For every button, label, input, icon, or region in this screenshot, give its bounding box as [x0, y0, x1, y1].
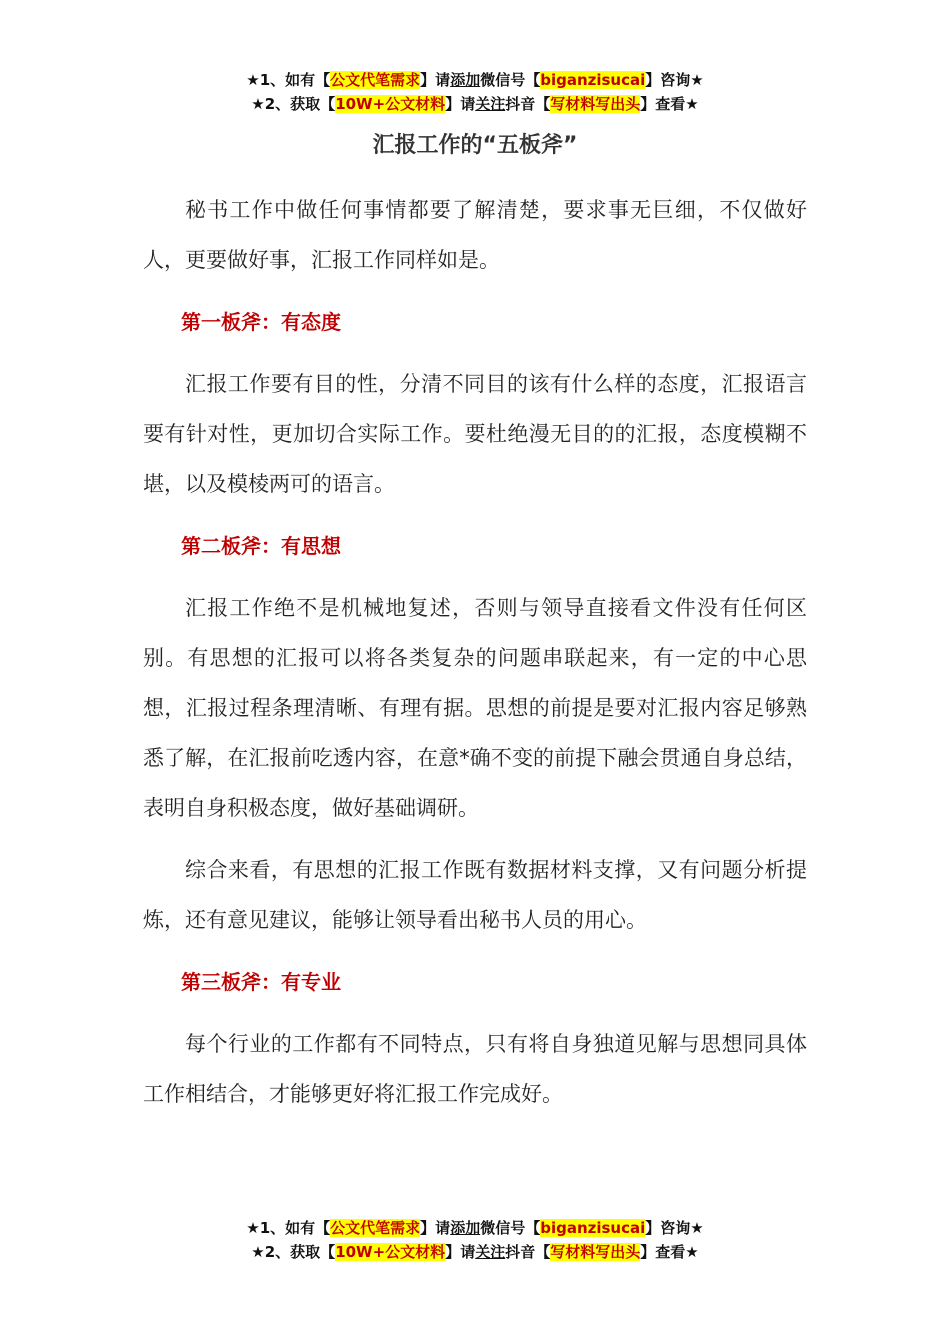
banner-emphasis: 添加 [450, 1219, 481, 1237]
banner-text: 抖音【 [505, 1243, 551, 1261]
banner-text: 】咨询★ [645, 1219, 704, 1237]
banner-text: 微信号【 [480, 1219, 541, 1237]
section-2-paragraph-2: 综合来看，有思想的汇报工作既有数据材料支撑，又有问题分析提炼，还有意见建议，能够让领导看出秘书人员的用心。 [143, 858, 807, 932]
section-3-heading: 第三板斧：有专业 [181, 970, 341, 994]
wechat-id-highlight: biganzisucai [540, 71, 646, 89]
banner-emphasis: 添加 [450, 71, 481, 89]
document-title: 汇报工作的“五板斧” [372, 133, 578, 158]
banner-text: 】请 [445, 95, 476, 113]
section-2-paragraph-1: 汇报工作绝不是机械地复述，否则与领导直接看文件没有任何区别。有思想的汇报可以将各类复杂的问题串联起来，有一定的中心思想，汇报过程条理清晰、有理有据。思想的前提是要对汇报内容足够熟悉了解，在汇报前吃透内容，在意*确不变的前提下融会贯通自身总结，表明自身积极态度，做好基础调研。 [143, 596, 807, 820]
banner-highlight: 公文代笔需求 [330, 71, 421, 89]
section-1-paragraph: 汇报工作要有目的性，分清不同目的该有什么样的态度，汇报语言要有针对性，更加切合实际工作。要杜绝漫无目的的汇报，态度模糊不堪，以及模棱两可的语言。 [143, 372, 807, 496]
banner-text: 】请 [420, 1219, 451, 1237]
douyin-id-highlight: 写材料写出头 [550, 95, 641, 113]
banner-text: 】咨询★ [645, 71, 704, 89]
banner-line-2 [0, 1240, 950, 1264]
section-3-paragraph: 每个行业的工作都有不同特点，只有将自身独道见解与思想同具体工作相结合，才能够更好将汇报工作完成好。 [143, 1032, 807, 1106]
wechat-id-highlight: biganzisucai [540, 1219, 646, 1237]
document-body [143, 185, 807, 1131]
top-banner [0, 68, 950, 116]
banner-text: ★1、如有【 [246, 71, 331, 89]
banner-line-1 [0, 1216, 950, 1240]
banner-line-2 [0, 92, 950, 116]
banner-text: 微信号【 [480, 71, 541, 89]
banner-text: 】查看★ [640, 1243, 699, 1261]
intro-paragraph: 秘书工作中做任何事情都要了解清楚，要求事无巨细，不仅做好人，更要做好事，汇报工作同样如是。 [143, 198, 807, 272]
banner-highlight: 公文代笔需求 [330, 1219, 421, 1237]
banner-line-1 [0, 68, 950, 92]
banner-text: ★2、获取【 [251, 1243, 336, 1261]
banner-text: 抖音【 [505, 95, 551, 113]
banner-text: ★1、如有【 [246, 1219, 331, 1237]
banner-highlight: 10W+公文材料 [335, 1243, 446, 1261]
banner-text: 】请 [445, 1243, 476, 1261]
banner-text: 】查看★ [640, 95, 699, 113]
banner-emphasis: 关注 [475, 95, 506, 113]
banner-text: 】请 [420, 71, 451, 89]
banner-highlight: 10W+公文材料 [335, 95, 446, 113]
section-1-heading: 第一板斧：有态度 [181, 310, 341, 334]
banner-text: ★2、获取【 [251, 95, 336, 113]
douyin-id-highlight: 写材料写出头 [550, 1243, 641, 1261]
bottom-banner [0, 1216, 950, 1264]
banner-emphasis: 关注 [475, 1243, 506, 1261]
section-2-heading: 第二板斧：有思想 [181, 534, 341, 558]
